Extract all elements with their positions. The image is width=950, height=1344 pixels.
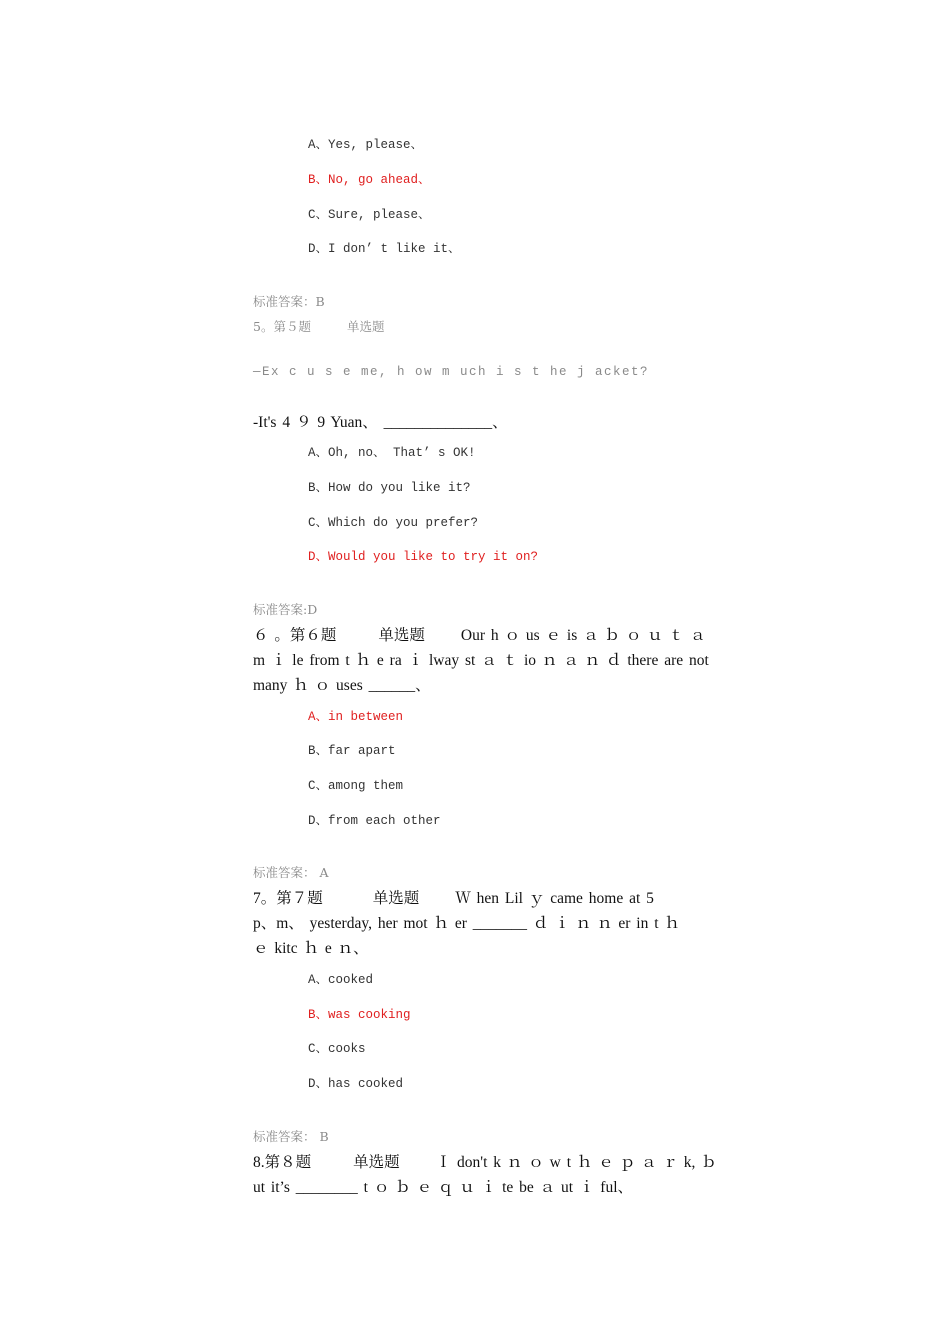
- q7-stem-start: Ｗ hen Lil ｙ came home at 5: [455, 890, 654, 907]
- q7-option-a[interactable]: A、cooked: [308, 973, 374, 987]
- q6-stem-start: Our h ｏ us ｅ is ａ ｂ ｏ ｕ ｔ ａ: [460, 627, 706, 644]
- q8-type: 单选题: [353, 1154, 400, 1171]
- q6-option-a[interactable]: A、in between: [308, 710, 404, 724]
- q6-type: 单选题: [378, 627, 425, 644]
- q7-stem-line1: [253, 886, 654, 908]
- q5-number: 5。第５题: [253, 319, 311, 334]
- q5-option-d[interactable]: D、Would you like to try it on?: [308, 550, 539, 564]
- q4-option-a[interactable]: A、Yes, please、: [308, 138, 424, 152]
- q6-option-d[interactable]: D、from each other: [308, 814, 441, 828]
- q8-number: 8.第８题: [253, 1154, 312, 1171]
- q6-option-b[interactable]: B、far apart: [308, 744, 396, 758]
- q5-option-b[interactable]: B、How do you like it?: [308, 481, 471, 495]
- q6-option-c[interactable]: C、among them: [308, 779, 404, 793]
- q6-stem-line3: many ｈ ｏ uses ______、: [253, 677, 431, 694]
- q6-stem-line1: [253, 623, 706, 645]
- q4-option-c[interactable]: C、Sure, please、: [308, 208, 431, 222]
- q4-standard-answer: 标准答案：B: [253, 294, 325, 309]
- q6-number: ６ 。第６题: [253, 627, 337, 644]
- q4-option-d[interactable]: D、I don’ t like it、: [308, 242, 461, 256]
- q7-number: 7。第７题: [253, 890, 323, 907]
- q5-option-a[interactable]: A、Oh, no、 That’ s OK!: [308, 446, 476, 460]
- q7-option-b[interactable]: B、was cooking: [308, 1008, 411, 1022]
- q5-option-c[interactable]: C、Which do you prefer?: [308, 516, 479, 530]
- q7-option-d[interactable]: D、has cooked: [308, 1077, 404, 1091]
- q7-stem-line2: p、m、 yesterday, her mot ｈ er _______ ｄ ｉ ｎ ｎ er in t ｈ: [253, 915, 680, 932]
- q5-dialogue-line2: -It's 4 ９ 9 Yuan、 ______________、: [253, 414, 508, 431]
- q5-type: 单选题: [346, 319, 385, 334]
- q8-stem-start: Ｉ don't k ｎ ｏ w t ｈ ｅ ｐ ａ ｒ k, ｂ: [435, 1154, 717, 1171]
- q4-option-b[interactable]: B、No, go ahead、: [308, 173, 431, 187]
- q8-stem-line2: ut it’s ________ t ｏ ｂ ｅ ｑ ｕ ｉ te be ａ ut ｉ ful、: [253, 1179, 634, 1196]
- q6-stem-line2: m ｉ le from t ｈ e ra ｉ lway st ａ ｔ io ｎ ａ ｎ ｄ there are not: [253, 652, 709, 669]
- q6-standard-answer: 标准答案： A: [253, 865, 329, 880]
- q7-option-c[interactable]: C、cooks: [308, 1042, 366, 1056]
- q8-stem-line1: [253, 1150, 717, 1172]
- q7-standard-answer: 标准答案： B: [253, 1129, 329, 1144]
- q5-standard-answer: 标准答案:D: [253, 602, 318, 617]
- q7-type: 单选题: [372, 890, 420, 907]
- q5-header: [253, 317, 384, 335]
- q5-dialogue-line1: —Ex c u s e me, h ow m uch i s t he j acket?: [253, 365, 650, 379]
- q7-stem-line3: ｅ kitc ｈ e ｎ、: [253, 940, 369, 957]
